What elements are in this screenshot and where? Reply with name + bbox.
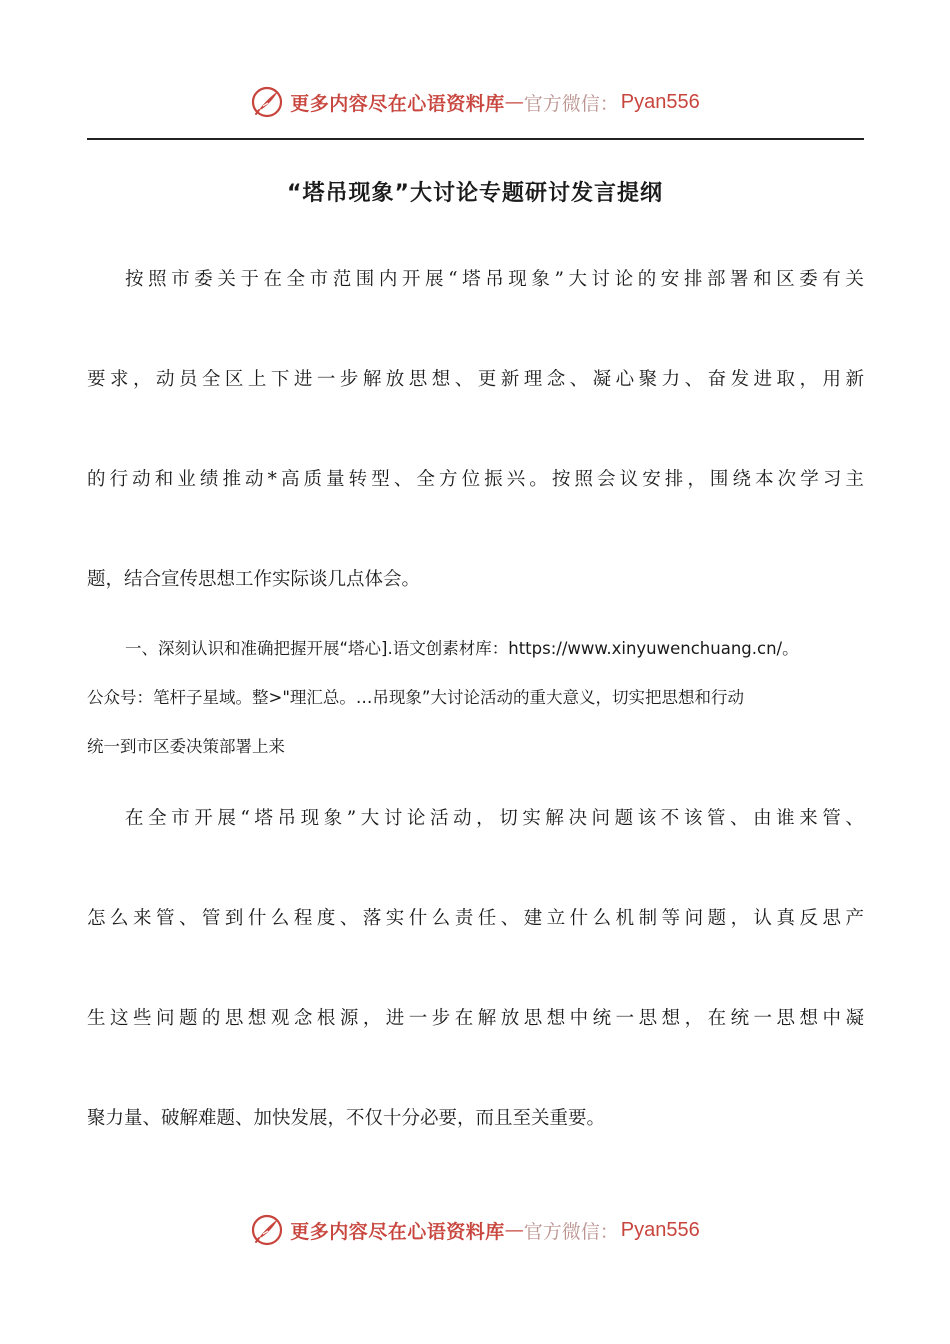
banner-brand-text: 更多内容尽在心语资料库	[290, 1220, 505, 1243]
header-divider	[87, 138, 864, 140]
text-line	[87, 683, 744, 713]
text-line-content: 题，结合宣传思想工作实际谈几点体会。	[87, 569, 421, 590]
text-line	[125, 265, 864, 295]
text-line-content: 要 求 ， 动 员 全 区 上 下 进 一 步 解 放 思 想 、 更 新 理 念 、 凝 心 聚 力 、 奋 发 进 取 ， 用 新	[87, 369, 864, 390]
text-line-content: 在 全 市 开 展 “ 塔 吊 现 象 ” 大 讨 论 活 动 ， 切 实 解 决 问 题 该 不 该 管 、 由 谁 来 管 、	[125, 808, 864, 829]
banner-wechat-label: 官方微信：	[523, 1220, 619, 1243]
text-line	[87, 365, 864, 395]
text-line-content: 统一到市区委决策部署上来	[87, 737, 285, 756]
text-line	[125, 804, 864, 834]
text-line	[87, 1104, 605, 1134]
banner-wechat-label: 官方微信：	[523, 92, 619, 115]
banner-separator: —	[504, 1219, 524, 1241]
text-line-content: 一、深刻认识和准确把握开展“塔心].语文创素材库：https://www.xinyuwenchuang.cn/。	[125, 639, 799, 658]
text-line-content: 公众号：笔杆子星域。整>"理汇总。…吊现象”大讨论活动的重大意义，切实把思想和行动	[87, 688, 744, 707]
document-title: “塔吊现象”大讨论专题研讨发言提纲	[287, 181, 663, 206]
text-line-content: 生 这 些 问 题 的 思 想 观 念 根 源 ， 进 一 步 在 解 放 思 想 中 统 一 思 想 ， 在 统 一 思 想 中 凝	[87, 1008, 864, 1029]
text-line	[87, 1004, 864, 1034]
text-line	[87, 565, 420, 595]
banner-wechat-id: Pyan556	[620, 90, 700, 113]
banner-wechat-id: Pyan556	[620, 1218, 700, 1241]
text-line	[125, 634, 799, 664]
text-line-content: 怎 么 来 管 、 管 到 什 么 程 度 、 落 实 什 么 责 任 、 建 立 什 么 机 制 等 问 题 ， 认 真 反 思 产	[87, 908, 864, 929]
feather-pen-logo-icon	[250, 85, 284, 119]
text-line	[87, 732, 285, 762]
text-line	[87, 904, 864, 934]
footer-banner	[0, 1210, 950, 1250]
header-banner	[0, 82, 950, 122]
text-line-content: 按 照 市 委 关 于 在 全 市 范 围 内 开 展 “ 塔 吊 现 象 ” 大 讨 论 的 安 排 部 署 和 区 委 有 关	[125, 269, 864, 290]
text-line-content: 的 行 动 和 业 绩 推 动 * 高 质 量 转 型 、 全 方 位 振 兴 。 按 照 会 议 安 排 ， 围 绕 本 次 学 习 主	[87, 469, 864, 490]
text-line-content: 聚力量、破解难题、加快发展，不仅十分必要，而且至关重要。	[87, 1108, 606, 1129]
banner-brand-text: 更多内容尽在心语资料库	[290, 92, 505, 115]
text-line	[87, 465, 864, 495]
banner-separator: —	[504, 91, 524, 113]
feather-pen-logo-icon	[250, 1213, 284, 1247]
